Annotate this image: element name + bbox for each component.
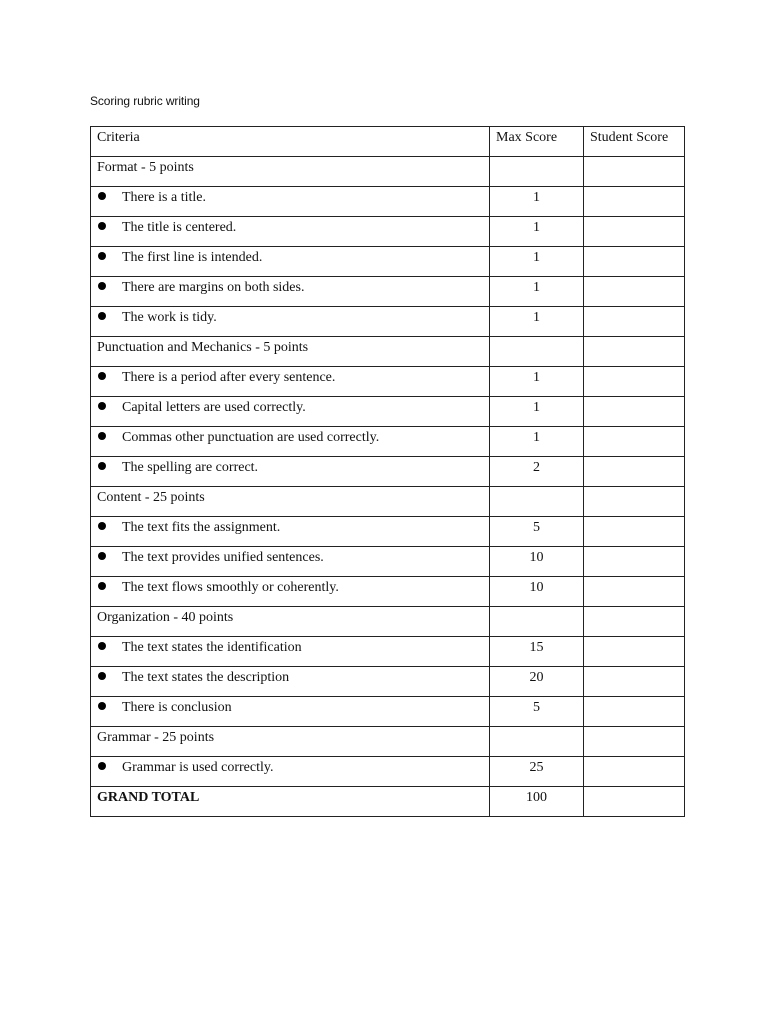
max-score-cell: 5 [490,697,584,727]
header-criteria: Criteria [91,127,490,157]
max-score-cell: 5 [490,517,584,547]
bullet-icon [98,552,106,560]
student-score-cell [584,667,685,697]
bullet-icon [98,282,106,290]
header-max-score: Max Score [490,127,584,157]
criteria-text: Capital letters are used correctly. [122,400,306,415]
criteria-cell [91,607,490,637]
criteria-cell [91,787,490,817]
student-score-cell [584,367,685,397]
bullet-icon [98,192,106,200]
criteria-cell [91,367,490,397]
max-score-cell: 1 [490,217,584,247]
table-row [91,517,685,547]
bullet-icon [98,522,106,530]
criteria-cell [91,307,490,337]
max-score-cell: 2 [490,457,584,487]
criteria-text: Grammar - 25 points [97,730,215,745]
criteria-text: Grammar is used correctly. [122,760,274,775]
criteria-text: Format - 5 points [97,160,194,175]
section-row [91,157,685,187]
criteria-cell [91,217,490,247]
max-score-cell [490,157,584,187]
student-score-cell [584,727,685,757]
criteria-text: The work is tidy. [122,310,217,325]
student-score-cell [584,217,685,247]
table-row [91,187,685,217]
rubric-table [90,126,685,817]
criteria-cell [91,277,490,307]
criteria-cell [91,727,490,757]
student-score-cell [584,577,685,607]
section-row [91,727,685,757]
max-score-cell [490,727,584,757]
section-row [91,487,685,517]
criteria-cell [91,337,490,367]
criteria-text: Punctuation and Mechanics - 5 points [97,340,309,355]
bullet-icon [98,642,106,650]
criteria-text: The title is centered. [122,220,237,235]
criteria-text: There is a period after every sentence. [122,370,336,385]
student-score-cell [584,427,685,457]
criteria-cell [91,157,490,187]
student-score-cell [584,487,685,517]
criteria-text: The text flows smoothly or coherently. [122,580,339,595]
bullet-icon [98,432,106,440]
student-score-cell [584,547,685,577]
criteria-text: The text fits the assignment. [122,520,281,535]
header-student-score: Student Score [584,127,685,157]
student-score-cell [584,607,685,637]
table-row [91,577,685,607]
criteria-cell [91,397,490,427]
table-row [91,367,685,397]
student-score-cell [584,397,685,427]
max-score-cell: 1 [490,397,584,427]
max-score-cell: 1 [490,367,584,397]
student-score-cell [584,517,685,547]
criteria-text: The spelling are correct. [122,460,259,475]
bullet-icon [98,582,106,590]
max-score-cell: 25 [490,757,584,787]
criteria-cell [91,637,490,667]
bullet-icon [98,672,106,680]
grand-total-row [91,787,685,817]
section-row [91,607,685,637]
criteria-cell [91,247,490,277]
bullet-icon [98,222,106,230]
criteria-text: The text states the description [122,670,290,685]
student-score-cell [584,277,685,307]
max-score-cell: 100 [490,787,584,817]
bullet-icon [98,402,106,410]
criteria-cell [91,667,490,697]
criteria-cell [91,457,490,487]
student-score-cell [584,247,685,277]
table-row [91,667,685,697]
student-score-cell [584,157,685,187]
table-row [91,427,685,457]
student-score-cell [584,187,685,217]
max-score-cell [490,337,584,367]
student-score-cell [584,307,685,337]
bullet-icon [98,462,106,470]
criteria-text: The text states the identification [122,640,302,655]
table-row [91,757,685,787]
table-row [91,397,685,427]
criteria-text: Content - 25 points [97,490,205,505]
criteria-cell [91,577,490,607]
bullet-icon [98,372,106,380]
student-score-cell [584,787,685,817]
criteria-cell [91,517,490,547]
max-score-cell: 1 [490,187,584,217]
criteria-text: GRAND TOTAL [97,790,200,805]
section-row [91,337,685,367]
table-row [91,547,685,577]
table-header-row [91,127,685,157]
max-score-cell: 1 [490,277,584,307]
criteria-cell [91,427,490,457]
criteria-cell [91,757,490,787]
max-score-cell: 10 [490,547,584,577]
student-score-cell [584,457,685,487]
student-score-cell [584,757,685,787]
table-row [91,637,685,667]
table-row [91,307,685,337]
bullet-icon [98,252,106,260]
max-score-cell [490,487,584,517]
max-score-cell: 10 [490,577,584,607]
max-score-cell: 1 [490,307,584,337]
max-score-cell [490,607,584,637]
criteria-cell [91,187,490,217]
criteria-text: There is a title. [122,190,206,205]
table-row [91,697,685,727]
criteria-text: There are margins on both sides. [122,280,305,295]
criteria-text: The first line is intended. [122,250,263,265]
table-row [91,277,685,307]
criteria-cell [91,547,490,577]
criteria-cell [91,697,490,727]
max-score-cell: 20 [490,667,584,697]
table-row [91,457,685,487]
document-title: Scoring rubric writing [90,94,200,108]
student-score-cell [584,697,685,727]
table-row [91,247,685,277]
criteria-text: There is conclusion [122,700,232,715]
bullet-icon [98,762,106,770]
bullet-icon [98,702,106,710]
student-score-cell [584,337,685,367]
bullet-icon [98,312,106,320]
student-score-cell [584,637,685,667]
max-score-cell: 15 [490,637,584,667]
criteria-text: The text provides unified sentences. [122,550,324,565]
max-score-cell: 1 [490,427,584,457]
criteria-text: Commas other punctuation are used correctly. [122,430,380,445]
max-score-cell: 1 [490,247,584,277]
table-row [91,217,685,247]
criteria-cell [91,487,490,517]
criteria-text: Organization - 40 points [97,610,234,625]
